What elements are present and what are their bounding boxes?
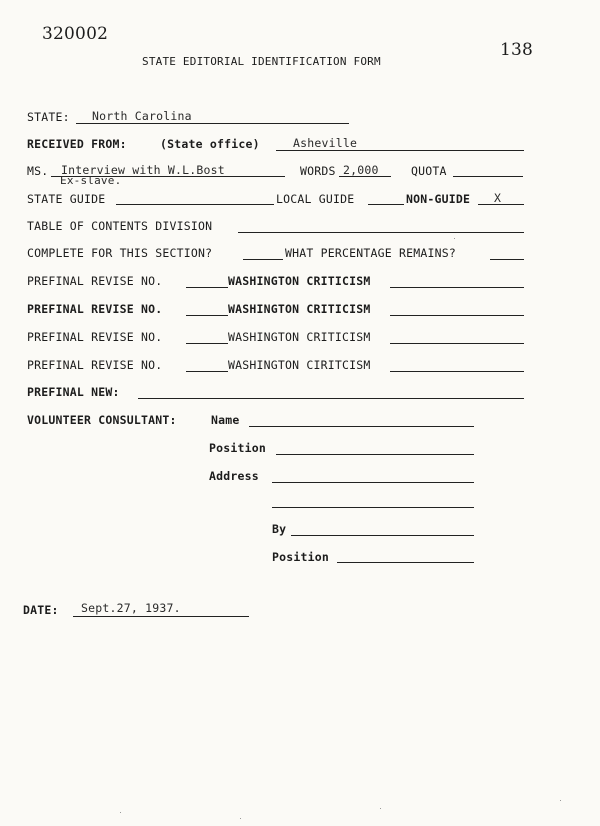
ms-value: Interview with W.L.Bost (61, 163, 225, 177)
consultant-address-underline-2 (272, 507, 474, 508)
form-title: STATE EDITORIAL IDENTIFICATION FORM (142, 55, 381, 68)
by-label: By (272, 522, 287, 536)
prefinal-revise-underline-1 (186, 287, 228, 288)
state-label: STATE: (27, 110, 70, 124)
prefinal-revise-underline-3 (186, 343, 228, 344)
quota-label: QUOTA (411, 164, 447, 178)
received-from-value: Asheville (293, 136, 358, 150)
ms-subvalue: Ex-slave. (60, 174, 122, 187)
complete-section-underline (243, 259, 283, 260)
document-number: 320002 (42, 24, 109, 44)
words-underline (339, 176, 391, 177)
consultant-name-label: Name (211, 413, 240, 427)
prefinal-new-label: PREFINAL NEW: (27, 385, 120, 399)
scan-speck (380, 808, 381, 809)
complete-section-label: COMPLETE FOR THIS SECTION? (27, 246, 213, 260)
words-value: 2,000 (343, 163, 379, 177)
washington-criticism-underline-2 (390, 315, 524, 316)
by-underline (291, 535, 474, 536)
consultant-name-underline (249, 426, 474, 427)
received-from-label: RECEIVED FROM: (27, 137, 127, 151)
prefinal-revise-underline-4 (186, 371, 228, 372)
prefinal-revise-label-4: PREFINAL REVISE NO. (27, 358, 163, 372)
state-guide-label: STATE GUIDE (27, 192, 106, 206)
date-value: Sept.27, 1937. (81, 601, 181, 615)
toc-division-underline (238, 232, 524, 233)
scan-speck (240, 818, 241, 819)
prefinal-revise-label-1: PREFINAL REVISE NO. (27, 274, 163, 288)
state-office-label: (State office) (160, 137, 260, 151)
non-guide-value: X (494, 191, 502, 205)
prefinal-new-underline (138, 398, 524, 399)
date-label: DATE: (23, 603, 59, 617)
page-number: 138 (500, 40, 534, 60)
washington-criticism-label-1: WASHINGTON CRITICISM (228, 274, 371, 288)
quota-underline (453, 176, 523, 177)
washington-criticism-label-2: WASHINGTON CRITICISM (228, 302, 371, 316)
consultant-address-underline (272, 482, 474, 483)
washington-ciritcism-label-4: WASHINGTON CIRITCISM (228, 358, 371, 372)
local-guide-label: LOCAL GUIDE (276, 192, 355, 206)
prefinal-revise-label-3: PREFINAL REVISE NO. (27, 330, 163, 344)
prefinal-revise-label-2: PREFINAL REVISE NO. (27, 302, 163, 316)
washington-criticism-underline-3 (390, 343, 524, 344)
scan-speck (120, 812, 121, 813)
consultant-position-underline (276, 454, 474, 455)
washington-criticism-label-3: WASHINGTON CRITICISM (228, 330, 371, 344)
percentage-remains-underline (490, 259, 524, 260)
state-underline (76, 123, 349, 124)
date-underline (73, 616, 249, 617)
local-guide-underline (368, 204, 404, 205)
washington-criticism-underline-1 (390, 287, 524, 288)
state-value: North Carolina (92, 109, 192, 123)
prefinal-revise-underline-2 (186, 315, 228, 316)
ms-label: MS. (27, 164, 49, 178)
consultant-position-label: Position (209, 441, 266, 455)
non-guide-underline (478, 204, 524, 205)
consultant-address-label: Address (209, 469, 259, 483)
scan-speck (454, 238, 455, 239)
volunteer-consultant-label: VOLUNTEER CONSULTANT: (27, 413, 177, 427)
by-position-label: Position (272, 550, 329, 564)
percentage-remains-label: WHAT PERCENTAGE REMAINS? (285, 246, 456, 260)
washington-criticism-underline-4 (390, 371, 524, 372)
received-from-underline (276, 150, 524, 151)
non-guide-label: NON-GUIDE (406, 192, 471, 206)
by-position-underline (337, 562, 474, 563)
scan-speck (560, 800, 561, 801)
words-label: WORDS (300, 164, 336, 178)
state-guide-underline (116, 204, 274, 205)
toc-division-label: TABLE OF CONTENTS DIVISION (27, 219, 213, 233)
